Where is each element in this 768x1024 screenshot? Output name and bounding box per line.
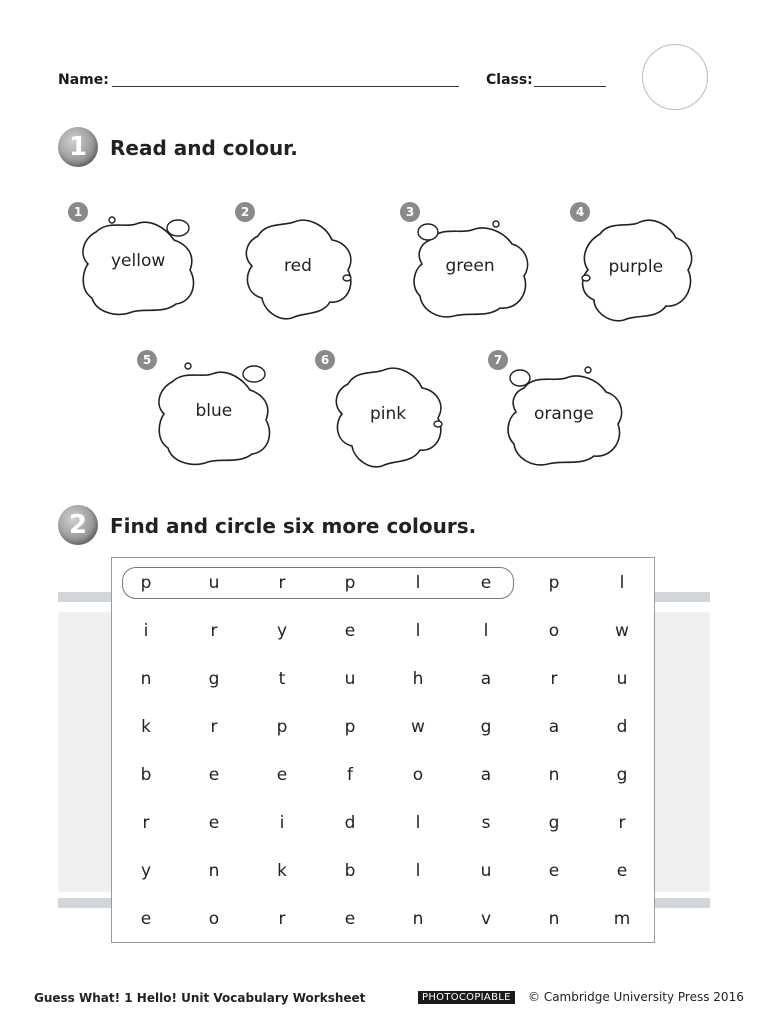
colour-blob-orange[interactable]	[504, 366, 624, 466]
colour-blob-red[interactable]	[242, 216, 354, 320]
wordsearch-letter[interactable]: g	[616, 765, 628, 785]
wordsearch-letter[interactable]: n	[412, 909, 424, 929]
blob-number-badge: 5	[137, 350, 157, 370]
wordsearch-letter[interactable]: k	[277, 861, 287, 881]
wordsearch-letter[interactable]: u	[344, 669, 356, 689]
wordsearch-letter[interactable]: n	[548, 765, 560, 785]
blob-word: pink	[370, 404, 407, 424]
wordsearch-letter[interactable]: p	[344, 573, 356, 593]
wordsearch-letter[interactable]: e	[344, 909, 356, 929]
wordsearch-letter[interactable]: i	[143, 621, 149, 641]
colour-blob-green[interactable]	[410, 218, 530, 318]
colour-blob-blue[interactable]	[154, 364, 274, 462]
wordsearch-letter[interactable]: w	[615, 621, 629, 641]
name-answer-line[interactable]	[112, 86, 459, 87]
wordsearch-letter[interactable]: a	[480, 669, 492, 689]
class-label: Class:	[486, 72, 533, 88]
wordsearch-letter[interactable]: r	[278, 573, 286, 593]
wordsearch-letter[interactable]: g	[208, 669, 220, 689]
wordsearch-letter[interactable]: l	[415, 813, 421, 833]
blob-word: green	[445, 256, 495, 276]
blob-number-badge: 2	[235, 202, 255, 222]
blob-number-badge: 7	[488, 350, 508, 370]
blob-bubble	[167, 220, 189, 236]
colour-blob-purple[interactable]	[578, 216, 694, 322]
blob-word: orange	[534, 404, 594, 424]
wordsearch-letter[interactable]: e	[616, 861, 628, 881]
wordsearch-letter[interactable]: b	[140, 765, 152, 785]
blob-word: blue	[195, 401, 233, 421]
wordsearch-letter[interactable]: d	[616, 717, 628, 737]
wordsearch-letter[interactable]: e	[548, 861, 560, 881]
wordsearch-letter[interactable]: n	[208, 861, 220, 881]
footer-title: Guess What! 1 Hello! Unit Vocabulary Worksheet	[34, 991, 366, 1005]
wordsearch-letter[interactable]: f	[347, 765, 353, 785]
wordsearch-letter[interactable]: o	[412, 765, 424, 785]
blob-number-badge: 3	[400, 202, 420, 222]
blob-bubble	[510, 370, 530, 386]
exercise-2-title: Find and circle six more colours.	[110, 514, 477, 538]
wordsearch-letter[interactable]: s	[481, 813, 491, 833]
wordsearch-letter[interactable]: l	[415, 621, 421, 641]
wordsearch-letter[interactable]: v	[480, 909, 492, 929]
blob-word: purple	[608, 257, 664, 277]
exercise-2-badge: 2	[58, 505, 98, 545]
wordsearch-letter[interactable]: r	[142, 813, 150, 833]
wordsearch-letter[interactable]: p	[140, 573, 152, 593]
blob-bubble	[343, 275, 351, 281]
wordsearch-letter[interactable]: e	[276, 765, 288, 785]
wordsearch-letter[interactable]: r	[550, 669, 558, 689]
colour-blob-yellow[interactable]	[78, 214, 198, 312]
wordsearch-letter[interactable]: d	[344, 813, 356, 833]
wordsearch-letter[interactable]: t	[278, 669, 286, 689]
blob-bubble	[243, 366, 265, 382]
wordsearch-grid[interactable]	[111, 557, 655, 943]
wordsearch-letter[interactable]: n	[548, 909, 560, 929]
wordsearch-letter[interactable]: h	[412, 669, 424, 689]
blob-bubble	[434, 421, 442, 427]
wordsearch-letter[interactable]: p	[548, 573, 560, 593]
blob-bubble	[493, 221, 499, 227]
blob-number-badge: 1	[68, 202, 88, 222]
wordsearch-letter[interactable]: e	[140, 909, 152, 929]
wordsearch-letter[interactable]: y	[276, 621, 288, 641]
example-word-circle	[122, 567, 514, 599]
photocopiable-badge: PHOTOCOPIABLE	[418, 991, 515, 1004]
wordsearch-letter[interactable]: e	[208, 765, 220, 785]
wordsearch-letter[interactable]: p	[276, 717, 288, 737]
blob-number-badge: 6	[315, 350, 335, 370]
exercise-1-badge: 1	[58, 127, 98, 167]
wordsearch-letter[interactable]: p	[344, 717, 356, 737]
wordsearch-letter[interactable]: r	[618, 813, 626, 833]
wordsearch-letter[interactable]: w	[411, 717, 425, 737]
wordsearch-letter[interactable]: e	[480, 573, 492, 593]
wordsearch-letter[interactable]: b	[344, 861, 356, 881]
wordsearch-letter[interactable]: u	[480, 861, 492, 881]
wordsearch-letter[interactable]: e	[344, 621, 356, 641]
wordsearch-letter[interactable]: l	[483, 621, 489, 641]
wordsearch-letter[interactable]: l	[619, 573, 625, 593]
wordsearch-letter[interactable]: r	[210, 717, 218, 737]
wordsearch-letter[interactable]: l	[415, 573, 421, 593]
blob-bubble	[582, 275, 590, 281]
score-circle	[642, 44, 708, 110]
wordsearch-letter[interactable]: e	[208, 813, 220, 833]
wordsearch-letter[interactable]: a	[480, 765, 492, 785]
name-label: Name:	[58, 72, 109, 88]
wordsearch-letter[interactable]: o	[208, 909, 220, 929]
blob-bubble	[585, 367, 591, 373]
blob-bubble	[185, 363, 191, 369]
wordsearch-letter[interactable]: u	[208, 573, 220, 593]
wordsearch-letter[interactable]: o	[548, 621, 560, 641]
wordsearch-letter[interactable]: r	[210, 621, 218, 641]
colour-blob-pink[interactable]	[332, 364, 444, 468]
blob-number-badge: 4	[570, 202, 590, 222]
wordsearch-letter[interactable]: g	[548, 813, 560, 833]
blob-word: yellow	[111, 251, 166, 271]
wordsearch-letter[interactable]: u	[616, 669, 628, 689]
wordsearch-letter[interactable]: i	[279, 813, 285, 833]
wordsearch-letter[interactable]: n	[140, 669, 152, 689]
wordsearch-letter[interactable]: l	[415, 861, 421, 881]
blob-word: red	[284, 256, 312, 276]
exercise-1-title: Read and colour.	[110, 136, 298, 160]
wordsearch-letter[interactable]: m	[613, 909, 631, 929]
blob-bubble	[109, 217, 115, 223]
wordsearch-letter[interactable]: k	[141, 717, 151, 737]
wordsearch-letter[interactable]: g	[480, 717, 492, 737]
wordsearch-letter[interactable]: a	[548, 717, 560, 737]
blob-bubble	[418, 224, 438, 240]
class-answer-line[interactable]	[534, 86, 606, 87]
wordsearch-letter[interactable]: r	[278, 909, 286, 929]
copyright-text: © Cambridge University Press 2016	[528, 990, 744, 1004]
wordsearch-letter[interactable]: y	[140, 861, 152, 881]
